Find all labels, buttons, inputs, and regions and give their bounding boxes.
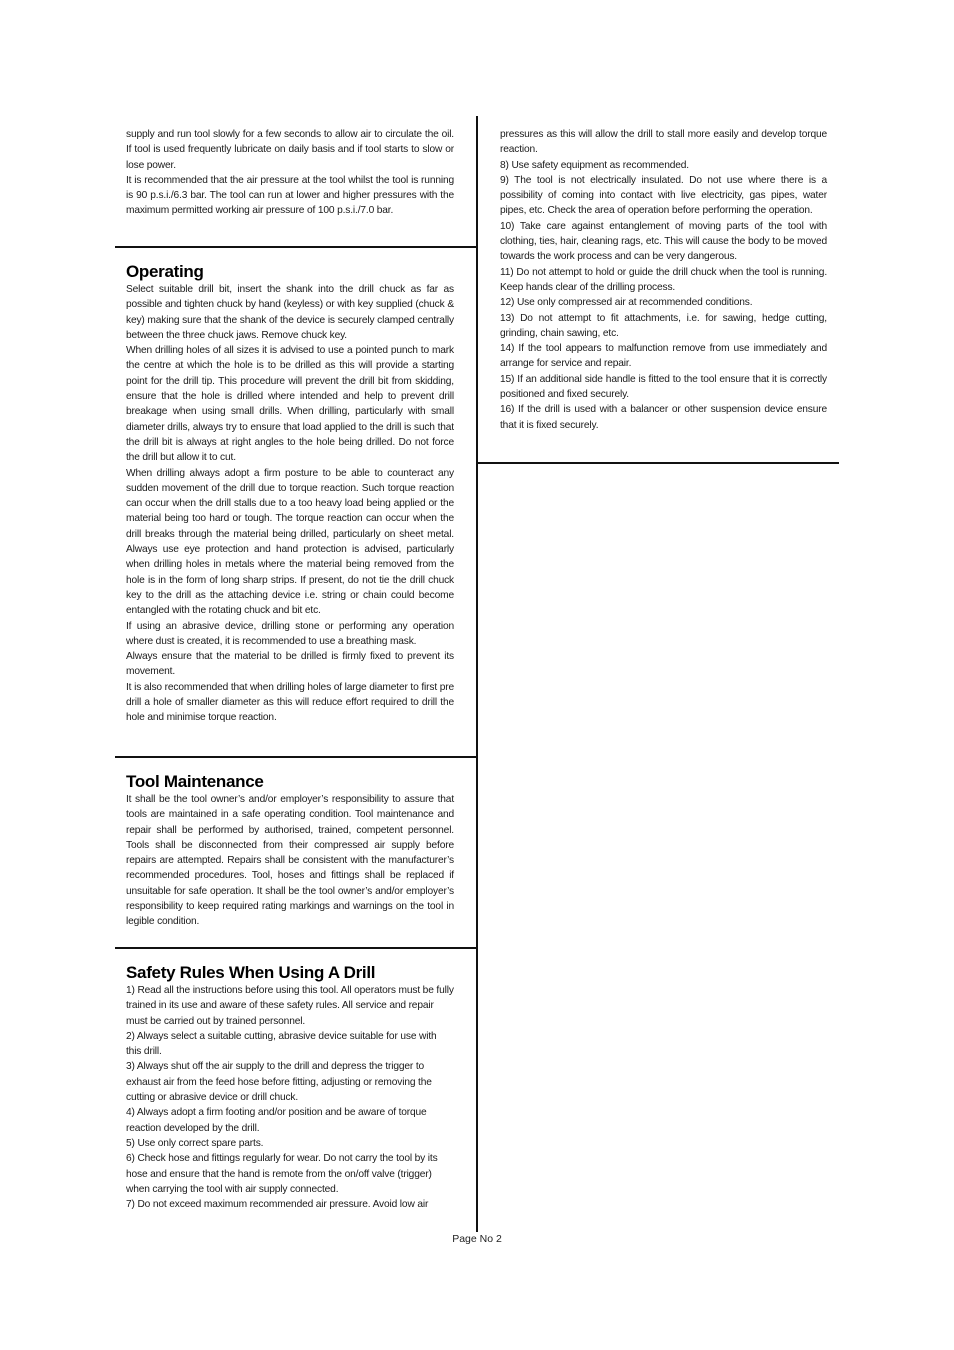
safety-rule-6: 6) Check hose and fittings regularly for wear. Do not carry the tool by its hose and ensure that the hand is remote from the on/off valve (trigger) when carrying the tool with air supply connected.	[126, 1153, 438, 1195]
operating-paragraph-4: If using an abrasive device, drilling stone or performing any operation where dust is created, it is recommended to use a breathing mask.	[126, 620, 454, 647]
section-divider-maintenance	[115, 756, 477, 758]
operating-heading: Operating	[126, 262, 204, 281]
maintenance-paragraph: It shall be the tool owner’s and/or employer’s responsibility to assure that tools are maintained in a safe operating condition. Tool maintenance and repair shall be performed by authorised, trained, competent personnel. Tools shall be disconnected from their compressed air supply before repairs are attempted. Repairs shall be consistent with the manufacturer’s recommended procedures. Tool, hoses and fittings shall be replaced if unsuitable for safe operation. It shall be the tool owner’s and/or employer’s responsibility to keep required rating markings and warnings on the tool in legible condition.	[126, 794, 454, 928]
operating-paragraph-2: When drilling holes of all sizes it is advised to use a pointed punch to mark the centre at which the hole is to be drilled as this will provide a starting point for the drill tip. This procedure will prevent the drill bit from skidding, ensure that the hole is drilled where intended and help to prevent drill breakage when using small drills. When drilling, particularly with small diameter drills, always try to ensure that load applied to the drill is such that the drill bit is always at right angles to the hole being drilled. Do not force the drill but allow it to cut.	[126, 345, 454, 464]
safety-rule-8: 8) Use safety equipment as recommended.	[500, 159, 689, 171]
maintenance-section	[126, 772, 454, 930]
section-divider-operating	[115, 246, 477, 248]
safety-rule-12: 12) Use only compressed air at recommended conditions.	[500, 297, 753, 309]
safety-section	[126, 963, 454, 1212]
section-divider-safety	[115, 947, 477, 949]
safety-rule-14: 14) If the tool appears to malfunction remove from use immediately and arrange for service and repair.	[500, 343, 827, 370]
safety-heading: Safety Rules When Using A Drill	[126, 963, 376, 982]
safety-rule-13: 13) Do not attempt to fit attachments, i.e. for sawing, hedge cutting, grinding, chain sawing, etc.	[500, 312, 827, 339]
safety-rule-7-continued: pressures as this will allow the drill to stall more easily and develop torque reaction.	[500, 129, 827, 156]
operating-paragraph-6: It is also recommended that when drilling holes of large diameter to first pre drill a hole of smaller diameter as this will reduce effort required to drill the hole and minimise torque reaction.	[126, 681, 454, 724]
safety-rule-3: 3) Always shut off the air supply to the drill and depress the trigger to exhaust air from the feed hose before fitting, adjusting or removing the cutting or abrasive device or drill chuck.	[126, 1061, 432, 1104]
column-divider	[476, 116, 478, 1232]
operating-paragraph-3: When drilling always adopt a firm posture to be able to counteract any sudden movement of the drill due to torque reaction. Such torque reaction can occur when the drill stalls due to a too heavy load being applied or the material being too hard or tough. The torque reaction can occur when the drill breaks through the material being drilled, particularly on sheet metal. Always use eye protection and hand protection is advised, particularly when drilling holes in metals where the material being removed from the hole is in the form of long sharp strips. If present, do not tie the drill chuck key to the drill as the attaching device i.e. string or chain could become entangled with the rotating chuck and bit etc.	[126, 467, 454, 617]
operating-paragraph-5: Always ensure that the material to be drilled is firmly fixed to prevent its movement.	[126, 651, 454, 678]
safety-rule-1: 1) Read all the instructions before using this tool. All operators must be fully trained in its use and aware of these safety rules. All service and repair must be carried out by trained personnel.	[126, 985, 454, 1027]
safety-rule-11: 11) Do not attempt to hold or guide the drill chuck when the tool is running. Keep hands clear of the drilling process.	[500, 266, 827, 293]
safety-rule-2: 2) Always select a suitable cutting, abrasive device suitable for use with this drill.	[126, 1030, 437, 1058]
intro-paragraph-2: It is recommended that the air pressure at the tool whilst the tool is running is 90 p.s.i./6.3 bar. The tool can run at lower and higher pressures with the maximum permitted working air pressure of 100 p.s.i./7.0 bar.	[126, 174, 454, 217]
right-column-end-rule	[477, 462, 839, 464]
maintenance-heading: Tool Maintenance	[126, 772, 264, 791]
operating-paragraph-1: Select suitable drill bit, insert the shank into the drill chuck as far as possible and tighten chuck by hand (keyless) or with key supplied (chuck & key) making sure that the shank of the device is securely clamped centrally between the three chuck jaws. Remove chuck key.	[126, 284, 454, 341]
operating-section	[126, 262, 454, 726]
right-column	[500, 127, 827, 433]
safety-rule-15: 15) If an additional side handle is fitted to the tool ensure that it is correctly positioned and fixed securely.	[500, 373, 827, 401]
intro-section	[126, 127, 454, 219]
safety-rule-7: 7) Do not exceed maximum recommended air pressure. Avoid low air	[126, 1199, 429, 1211]
safety-rule-10: 10) Take care against entanglement of moving parts of the tool with clothing, ties, hair, cleaning rags, etc. This will cause the body to be moved towards the work process and can be very dangerous.	[500, 220, 827, 263]
safety-rule-16: 16) If the drill is used with a balancer or other suspension device ensure that it is fixed securely.	[500, 404, 827, 431]
page-number: Page No 2	[452, 1233, 502, 1245]
safety-rule-4: 4) Always adopt a firm footing and/or position and be aware of torque reaction developed by the drill.	[126, 1107, 427, 1134]
safety-rule-9: 9) The tool is not electrically insulated. Do not use where there is a possibility of coming into contact with live electricity, gas pipes, water pipes, etc. Check the area of operation before performing the operation.	[500, 174, 827, 217]
intro-paragraph-1: supply and run tool slowly for a few seconds to allow air to circulate the oil. If tool is used frequently lubricate on daily basis and if tool starts to slow or lose power.	[126, 129, 454, 171]
safety-rule-5: 5) Use only correct spare parts.	[126, 1137, 264, 1149]
